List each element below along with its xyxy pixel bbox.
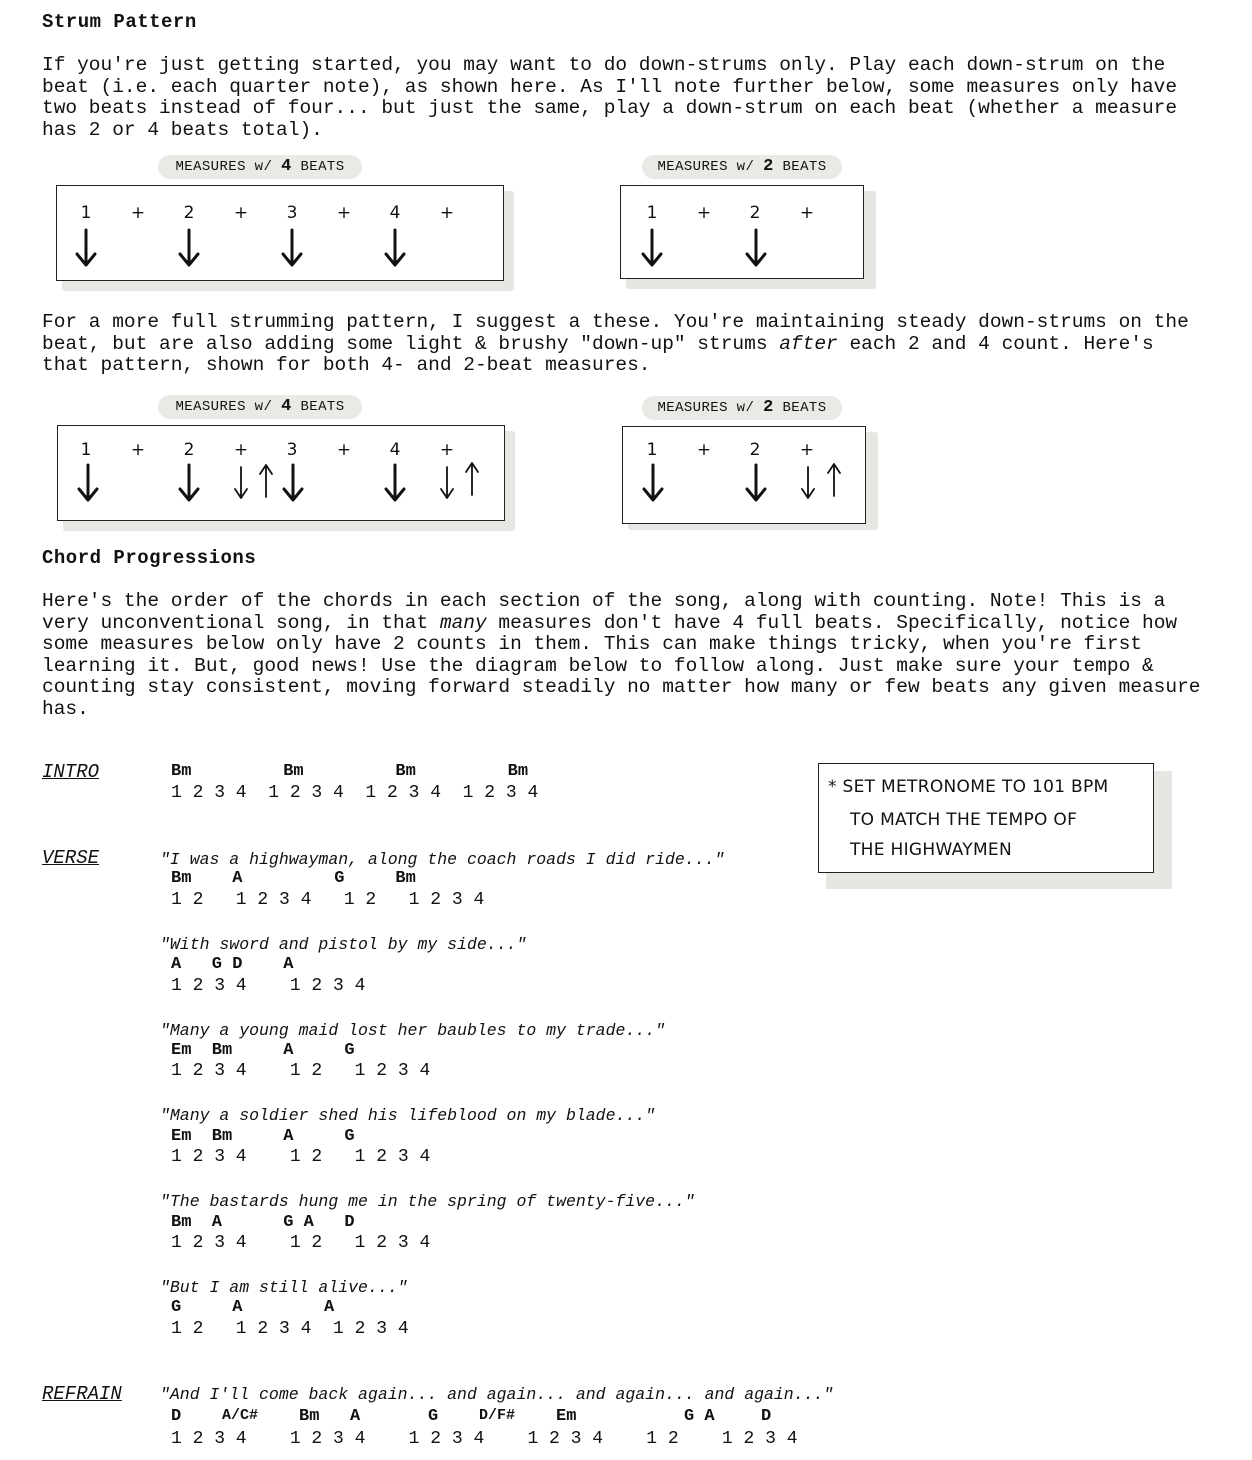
down-strum-arrow-icon <box>74 228 98 268</box>
lyric-line: "I was a highwayman, along the coach roads I did ride..." <box>160 850 725 869</box>
beat-count-line: 1 2 3 4 1 2 1 2 3 4 <box>171 1233 431 1253</box>
section-label-intro: INTRO <box>42 761 100 783</box>
refrain-chord: A <box>350 1407 361 1426</box>
count-label: 1 <box>646 440 658 460</box>
light-up-strum-arrow-icon <box>463 461 481 497</box>
emphasis-text: after <box>779 332 838 355</box>
chord-progressions-heading: Chord Progressions <box>42 547 257 569</box>
down-strum-arrow-icon <box>744 463 768 503</box>
note-line: * SET METRONOME TO 101 BPM <box>828 777 1109 797</box>
down-strum-arrow-icon <box>76 463 100 503</box>
count-label: + <box>696 203 712 223</box>
measure-label-2-beats <box>642 155 842 179</box>
beat-count-line: 1 2 3 4 1 2 3 4 1 2 3 4 1 2 3 4 <box>171 783 539 803</box>
refrain-chord: D <box>761 1407 772 1426</box>
refrain-chord: D <box>171 1407 182 1426</box>
count-label: + <box>130 440 146 460</box>
beat-count-line: 1 2 3 4 1 2 1 2 3 4 <box>171 1061 431 1081</box>
label-suffix: BEATS <box>291 159 345 175</box>
lyric-line: "The bastards hung me in the spring of twenty-five..." <box>160 1192 695 1211</box>
down-strum-arrow-icon <box>744 228 768 268</box>
chord-line: Em Bm A G <box>171 1127 355 1146</box>
light-down-strum-arrow-icon <box>232 465 250 501</box>
down-strum-arrow-icon <box>640 228 664 268</box>
lyric-line: "But I am still alive..." <box>160 1278 408 1297</box>
count-label: 2 <box>183 440 195 460</box>
refrain-chord: Bm <box>299 1407 320 1426</box>
beat-count-line: 1 2 1 2 3 4 1 2 3 4 <box>171 1319 409 1339</box>
light-up-strum-arrow-icon <box>825 462 843 498</box>
down-strum-arrow-icon <box>383 228 407 268</box>
chord-line: Bm Bm Bm Bm <box>171 762 529 781</box>
count-label: + <box>336 440 352 460</box>
refrain-chord: A/C# <box>222 1407 259 1424</box>
note-line: THE HIGHWAYMEN <box>850 840 1012 860</box>
refrain-chord: Em <box>556 1407 577 1426</box>
chord-line: G A A <box>171 1298 335 1317</box>
label-prefix: MEASURES w/ <box>657 400 764 416</box>
count-label: + <box>233 440 249 460</box>
label-number: 4 <box>281 157 292 176</box>
measure-label-4-beats <box>158 155 362 179</box>
label-suffix: BEATS <box>773 159 827 175</box>
text-part: measures don't have 4 full beats. Specifically, notice how some measures below only have 2 counts in them. This can make things tricky, when you're first learning it. But, good news! Use the diagram below to follow along. Just make sure your tempo & counting stay consistent, moving forward steadily no matter how many or few beats any given measure has. <box>42 611 1213 720</box>
count-label: 3 <box>286 203 298 223</box>
refrain-chord: D/F# <box>479 1407 516 1424</box>
count-label: 2 <box>183 203 195 223</box>
label-prefix: MEASURES w/ <box>175 159 282 175</box>
strum-pattern-heading: Strum Pattern <box>42 11 197 33</box>
chord-line: Bm A G A D <box>171 1213 355 1232</box>
count-label: + <box>799 440 815 460</box>
lyric-line: "With sword and pistol by my side..." <box>160 935 527 954</box>
label-prefix: MEASURES w/ <box>175 399 282 415</box>
refrain-chord: G <box>428 1407 439 1426</box>
light-up-strum-arrow-icon <box>257 463 275 499</box>
refrain-chord: G A <box>684 1407 715 1426</box>
count-label: + <box>439 203 455 223</box>
down-strum-arrow-icon <box>177 228 201 268</box>
light-down-strum-arrow-icon <box>799 465 817 501</box>
text-part: For a more full strumming pattern, I suggest a these. You're maintaining steady down-strums on the beat, but are also adding some light & brushy "down-up" strums <box>42 311 1201 355</box>
count-label: 2 <box>749 203 761 223</box>
down-strum-arrow-icon <box>383 463 407 503</box>
down-strum-arrow-icon <box>281 463 305 503</box>
beat-count-line: 1 2 3 4 1 2 3 4 <box>171 976 366 996</box>
light-down-strum-arrow-icon <box>438 465 456 501</box>
text-part: each 2 and 4 count. Here's that pattern, shown for both 4- and 2-beat measures. <box>42 332 1166 376</box>
count-label: 3 <box>286 440 298 460</box>
lyric-line: "Many a soldier shed his lifeblood on my blade..." <box>160 1106 656 1125</box>
count-label: + <box>439 440 455 460</box>
down-strum-arrow-icon <box>280 228 304 268</box>
label-suffix: BEATS <box>291 399 345 415</box>
label-suffix: BEATS <box>773 400 827 416</box>
count-label: 1 <box>646 203 658 223</box>
lyric-line: "Many a young maid lost her baubles to my trade..." <box>160 1021 665 1040</box>
count-label: + <box>336 203 352 223</box>
chord-progressions-paragraph <box>42 591 1212 720</box>
beat-count-line: 1 2 3 4 1 2 3 4 1 2 3 4 1 2 3 4 1 2 1 2 3 4 <box>171 1429 798 1449</box>
count-label: + <box>130 203 146 223</box>
lyric-line: "And I'll come back again... and again... and again... and again..." <box>160 1385 834 1404</box>
count-label: 2 <box>749 440 761 460</box>
strum-full-paragraph <box>42 312 1212 377</box>
text-part: Here's the order of the chords in each section of the song, along with counting. Note! This is a very unconventional song, in that <box>42 590 1178 634</box>
count-label: 1 <box>80 203 92 223</box>
count-label: + <box>799 203 815 223</box>
beat-count-line: 1 2 1 2 3 4 1 2 1 2 3 4 <box>171 890 485 910</box>
chord-line: A G D A <box>171 955 294 974</box>
measure-label-4-beats <box>158 395 362 419</box>
chord-line: Bm A G Bm <box>171 869 416 888</box>
strum-intro-paragraph: If you're just getting started, you may want to do down-strums only. Play each down-strum on the beat (i.e. each quarter note), as shown here. As I'll note further below, some measures only have two beats instead of four... but just the same, play a down-strum on each beat (whether a measure has 2 or 4 beats total). <box>42 54 1189 141</box>
down-strum-arrow-icon <box>177 463 201 503</box>
count-label: 4 <box>389 203 401 223</box>
label-number: 2 <box>763 398 774 417</box>
count-label: 4 <box>389 440 401 460</box>
beat-count-line: 1 2 3 4 1 2 1 2 3 4 <box>171 1147 431 1167</box>
count-label: 1 <box>80 440 92 460</box>
section-label-verse: VERSE <box>42 847 100 869</box>
down-strum-arrow-icon <box>641 463 665 503</box>
count-label: + <box>233 203 249 223</box>
label-prefix: MEASURES w/ <box>657 159 764 175</box>
measure-label-2-beats <box>642 396 842 420</box>
emphasis-text: many <box>439 611 487 634</box>
label-number: 4 <box>281 397 292 416</box>
label-number: 2 <box>763 157 774 176</box>
section-label-refrain: REFRAIN <box>42 1383 122 1405</box>
chord-line: Em Bm A G <box>171 1041 355 1060</box>
note-line: TO MATCH THE TEMPO OF <box>850 810 1078 830</box>
count-label: + <box>696 440 712 460</box>
